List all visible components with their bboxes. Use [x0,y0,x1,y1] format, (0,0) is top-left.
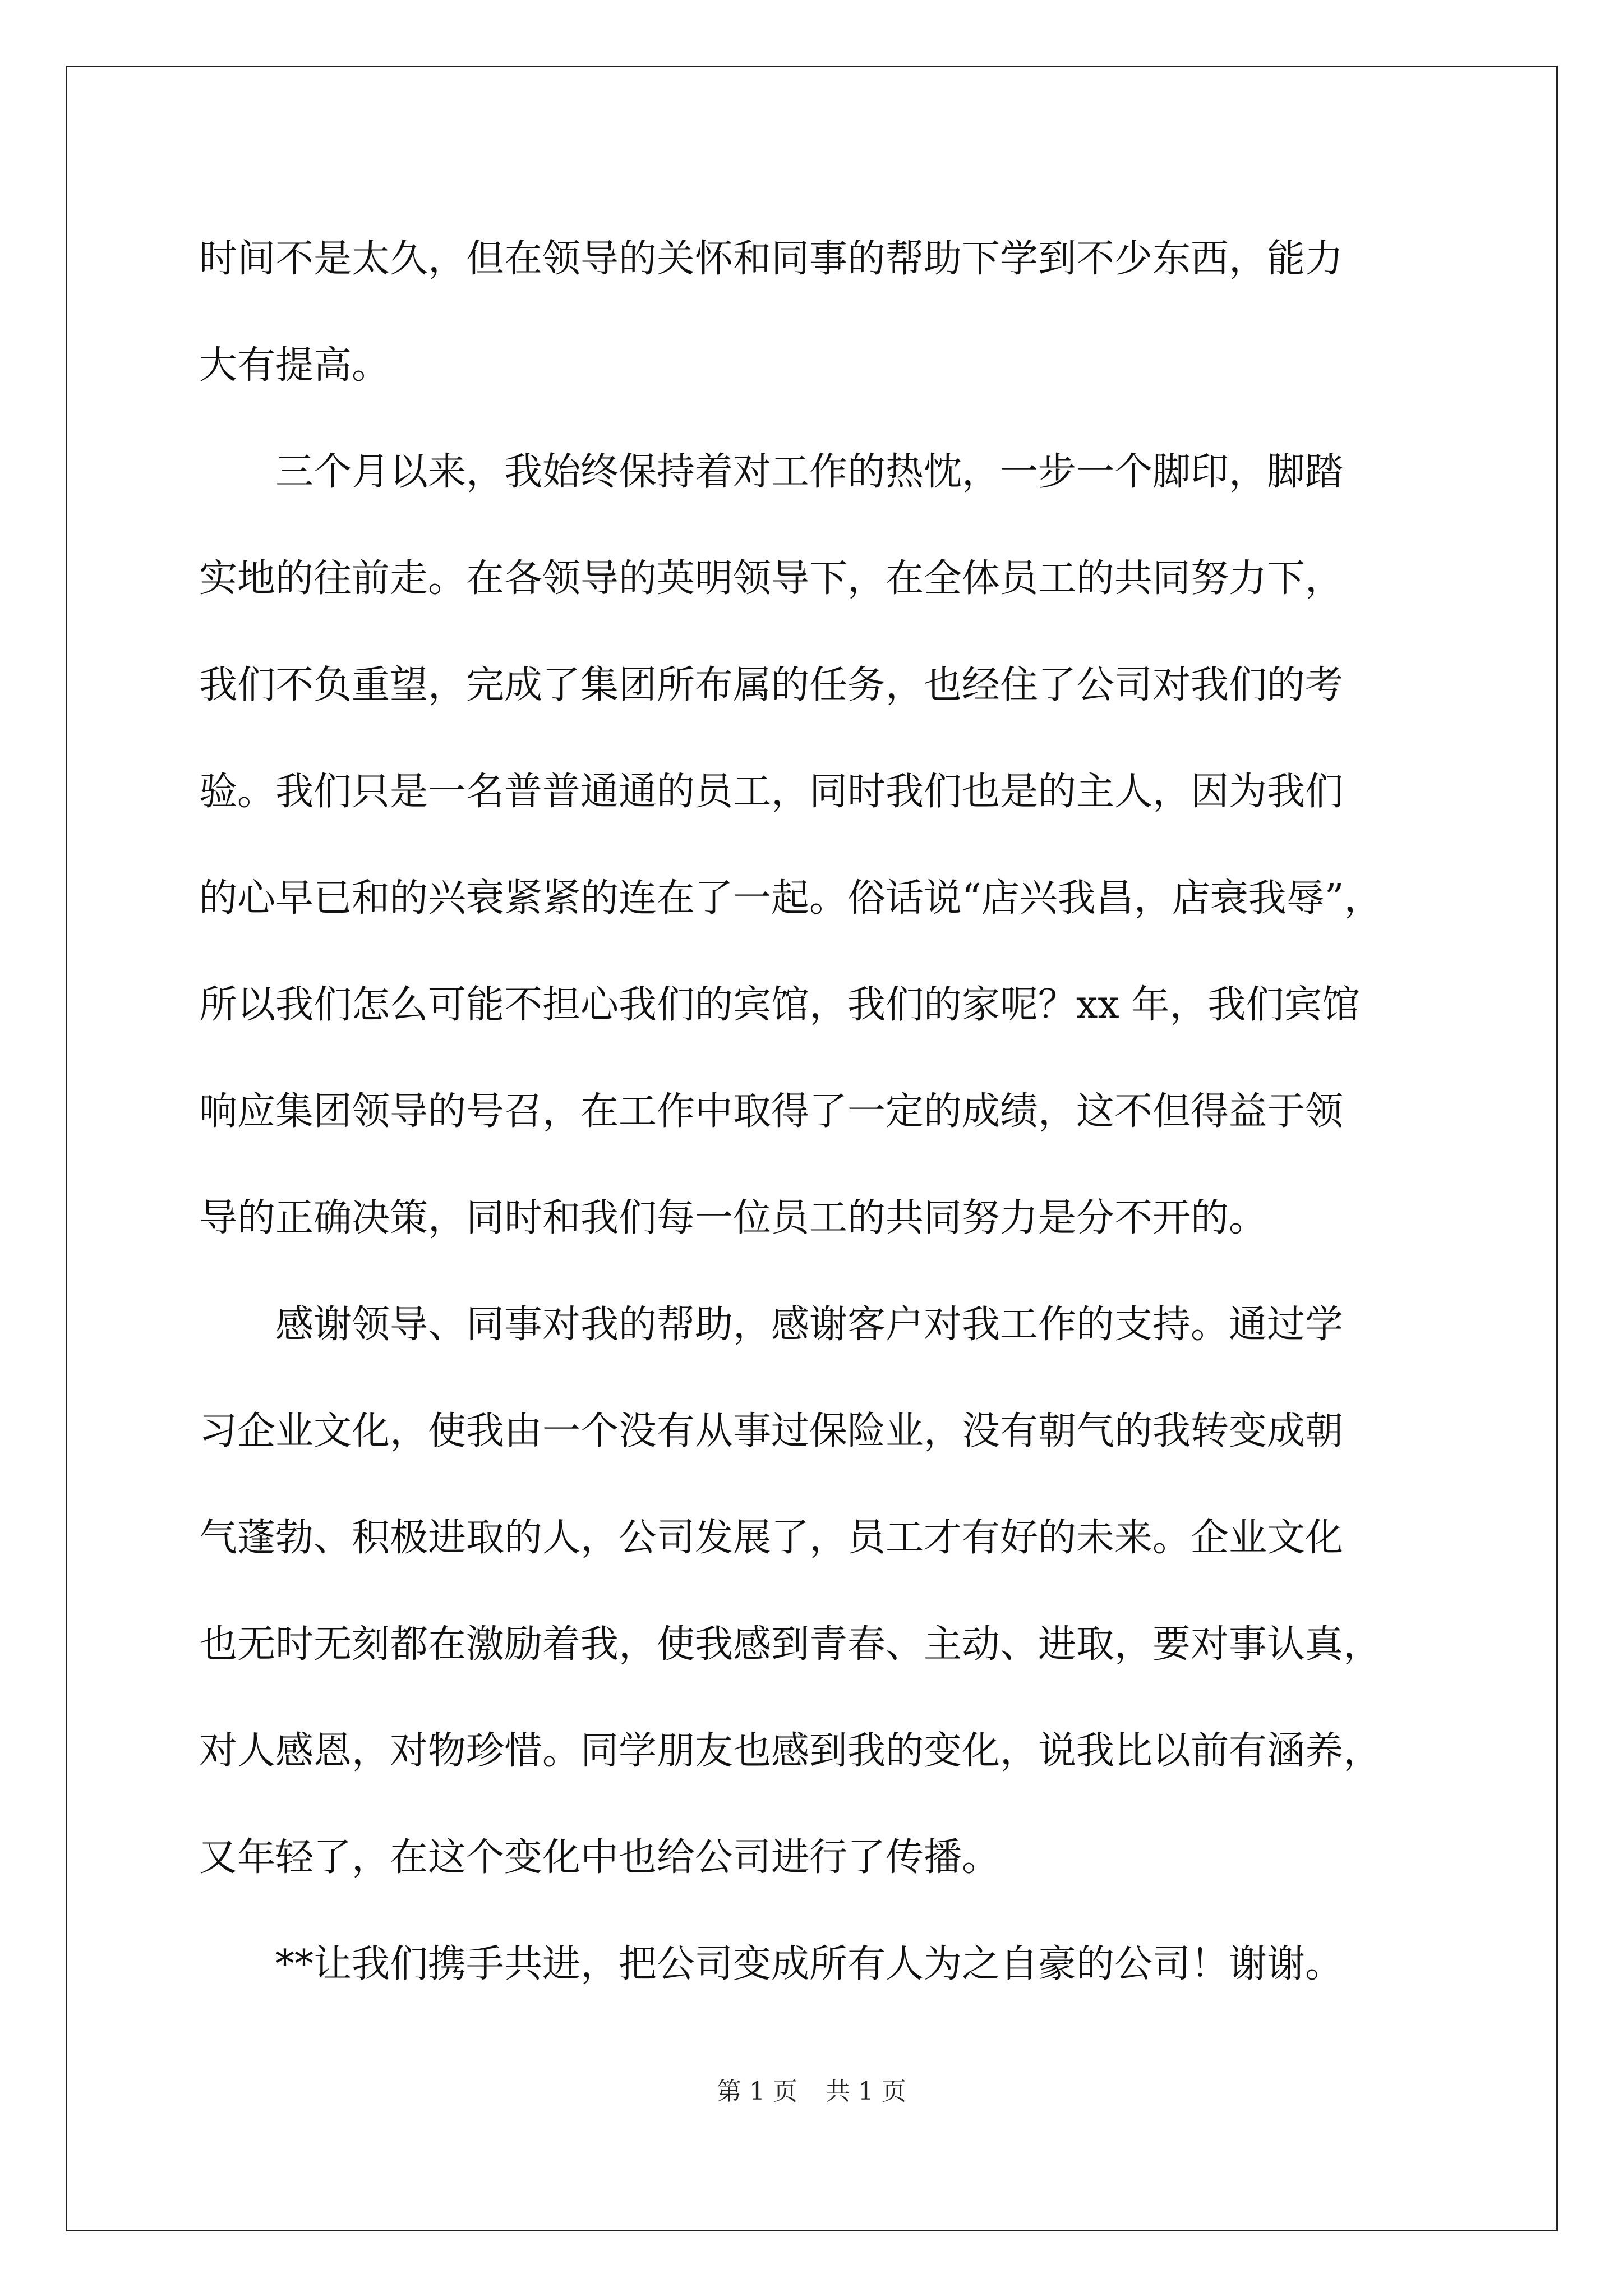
text-line: 验。我们只是一名普普通通的员工，同时我们也是的主人，因为我们 [199,770,1344,814]
text-line: 响应集团领导的号召，在工作中取得了一定的成绩，这不但得益于领 [199,1089,1344,1134]
text-line: 我们不负重望，完成了集团所布属的任务，也经住了公司对我们的考 [199,663,1344,707]
text-line: 导的正确决策，同时和我们每一位员工的共同努力是分不开的。 [199,1196,1267,1240]
text-line: 对人感恩，对物珍惜。同学朋友也感到我的变化，说我比以前有涵养， [199,1729,1382,1773]
text-line: 又年轻了，在这个变化中也给公司进行了传播。 [199,1835,1000,1880]
text-line: 的心早已和的兴衰紧紧的连在了一起。俗话说“店兴我昌，店衰我辱”， [199,876,1382,921]
paragraph-2 [199,419,1467,1272]
document-body [199,206,1467,2018]
paragraph-4 [199,1911,1467,2018]
text-line: 所以我们怎么可能不担心我们的宾馆，我们的家呢？xx 年，我们宾馆 [199,983,1361,1027]
text-line: 气蓬勃、积极进取的人，公司发展了，员工才有好的未来。企业文化 [199,1516,1344,1560]
text-line: **让我们携手共进，把公司变成所有人为之自豪的公司！谢谢。 [199,1942,1344,1986]
text-line: 时间不是太久，但在领导的关怀和同事的帮助下学到不少东西，能力 [199,237,1344,281]
text-line: 大有提高。 [199,343,390,388]
page-total: 共 1 页 [826,2077,906,2106]
text-line: 实地的往前走。在各领导的英明领导下，在全体员工的共同努力下， [199,556,1344,601]
page-number: 第 1 页 [717,2077,797,2106]
text-line: 也无时无刻都在激励着我，使我感到青春、主动、进取，要对事认真， [199,1622,1382,1667]
text-line: 感谢领导、同事对我的帮助，感谢客户对我工作的支持。通过学 [199,1303,1344,1347]
text-line: 三个月以来，我始终保持着对工作的热忱，一步一个脚印，脚踏 [199,450,1344,494]
paragraph-1 [199,206,1467,419]
page-footer [0,2071,1623,2107]
paragraph-3 [199,1272,1467,1911]
text-line: 习企业文化，使我由一个没有从事过保险业，没有朝气的我转变成朝 [199,1409,1344,1453]
